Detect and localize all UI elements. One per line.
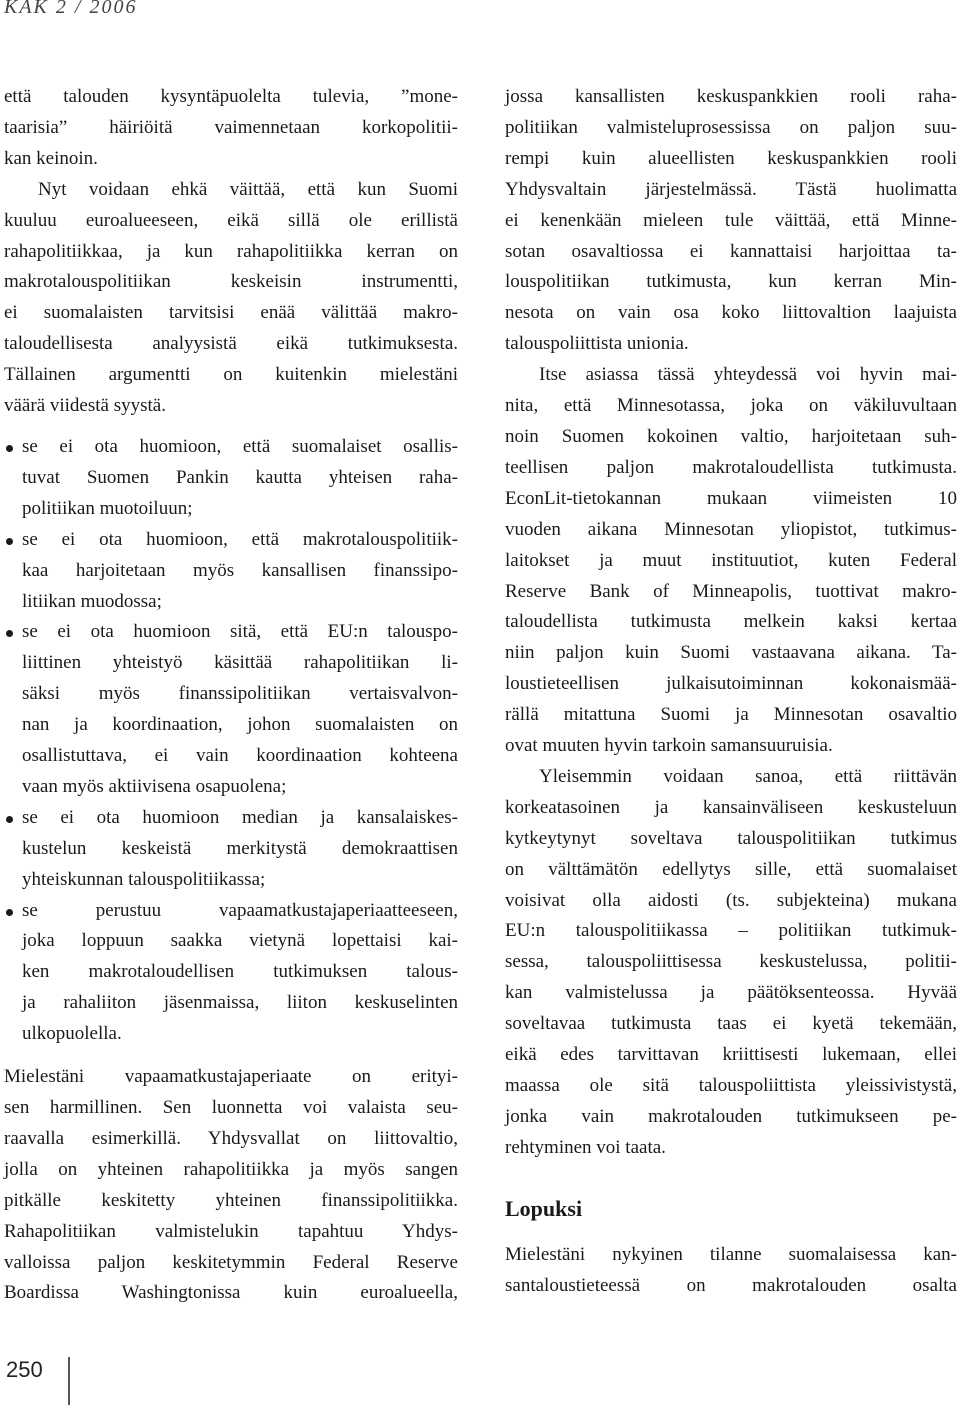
text-line: yhteiskunnan talouspolitiikassa; [22,868,266,890]
bullet-item [4,525,458,618]
text-line: että talouden kysyntäpuolelta tulevia, ”mone- [4,86,458,107]
text-line: soveltavaa tutkimusta taas ei kyetä tekemään, [505,1013,957,1035]
text-line: kan keinoin. [4,147,98,169]
text-line: korkeatasoinen ja kansainväliseen keskusteluun [505,796,957,818]
text-line: jonka vain makrotalouden tutkimukseen pe- [505,1105,957,1127]
text-line: vaan myös aktiivisena osapuolena; [22,775,287,797]
running-header: KAK 2 / 2006 [4,0,138,18]
text-line: Itse asiassa tässä yhteydessä voi hyvin mai- [539,364,957,386]
text-line: raavalla esimerkillä. Yhdysvallat on liittovaltio, [4,1127,458,1149]
text-line: kan valmistelussa ja päätöksenteossa. Hyvää [505,982,957,1004]
text-line: litiikan muodossa; [22,590,162,612]
text-line: pitkälle keskitetty yhteinen finanssipolitiikka. [4,1189,458,1211]
text-line: ovat muuten hyvin tarkoin samansuuruisia. [505,735,833,757]
text-line: nesota on vain osa koko liittovaltion laajuista [505,302,957,324]
text-line: sessa, talouspoliittisessa keskustelussa, politii- [505,951,957,973]
text-line: ei kenenkään mieleen tule väittää, että Minne- [505,209,957,231]
text-line: ei suomalaisten tarvitsisi enää välittää makro- [4,302,458,324]
text-line: vuoden aikana Minnesotan yliopistot, tutkimus- [505,518,957,540]
text-line: EU:n talouspolitiikassa – politiikan tutkimuk- [505,920,957,942]
text-line: EconLit-tietokannan mukaan viimeisten 10 [505,487,957,509]
text-line: talouspoliittista unionia. [505,333,689,355]
text-line: voisivat olla aidosti (ts. subjekteina) mukana [505,889,957,911]
text-line: ja rahaliiton jäsenmaissa, liiton keskuselinten [22,992,458,1014]
right-column [505,82,957,1302]
text-line: rahapolitiikkaa, ja kun rahapolitiikka kerran on [4,240,458,262]
text-line: politiikan muotoiluun; [22,497,193,519]
text-line: sotan osavaltiossa ei kannattaisi harjoittaa ta- [505,240,957,262]
text-line: rehtyminen voi taata. [505,1136,666,1158]
paragraph [505,360,957,762]
text-line: jolla on yhteinen rahapolitiikka ja myös sangen [4,1158,458,1180]
text-line: Yhdysvaltain järjestelmässä. Tästä huolimatta [505,178,957,200]
bullet-dot-icon [6,445,13,452]
text-line: väärä viidestä syystä. [4,395,166,417]
text-line: rempi kuin alueellisten keskuspankkien rooli [505,147,957,169]
text-line: se ei ota huomioon, että suomalaiset osallis- [22,435,458,457]
text-line: Yleisemmin voidaan sanoa, että riittävän [539,765,957,787]
text-line: joka loppuun saakka vietynä lopettaisi kai- [22,930,458,952]
text-line: tuvat Suomen Pankin kautta yhteisen raha- [22,466,458,488]
text-line: politiikan valmisteluprosessissa on paljon suu- [505,116,957,138]
text-line: valloissa paljon keskitetymmin Federal Reserve [4,1251,458,1273]
text-line: maassa ole sitä talouspoliittista yleissivistystä, [505,1075,957,1096]
text-line: ulkopuolella. [22,1023,122,1045]
paragraph [4,175,458,422]
text-line: se perustuu vapaamatkustajaperiaatteeseen, [22,899,458,921]
text-line: makrotalouspolitiikan keskeisin instrumentti, [4,271,458,293]
text-line: niin paljon kuin Suomi vastaavana aikana. Ta- [505,642,957,664]
bullet-dot-icon [6,538,13,545]
bullet-dot-icon [6,630,13,637]
text-line: on välttämätön edellytys sille, että suomalaiset [505,858,957,880]
text-line: eikä edes tarvittavan kriittisesti lukemaan, ellei [505,1044,957,1066]
text-line: osallistuttava, ei vain koordinaation kohteena [22,745,458,767]
text-line: liittinen yhteistyö käsittää rahapolitiikan li- [22,652,458,674]
text-line: se ei ota huomioon median ja kansalaiskes- [22,806,458,828]
text-line: jossa kansallisten keskuspankkien rooli raha- [505,86,957,107]
text-line: Nyt voidaan ehkä väittää, että kun Suomi [38,178,458,200]
text-line: santaloustieteessä on makrotalouden osalta [505,1274,957,1296]
text-line: kustelun keskeistä merkitystä demokraattisen [22,837,458,859]
text-line: Mielestäni vapaamatkustajaperiaate on erityi- [4,1066,458,1088]
text-line: se ei ota huomioon, että makrotalouspolitiik- [22,528,458,550]
text-line: Rahapolitiikan valmistelukin tapahtuu Yhdys- [4,1220,458,1242]
paragraph [505,762,957,1164]
paragraph [505,1240,957,1302]
text-line: kuuluu euroalueeseen, eikä sillä ole erillistä [4,209,458,231]
text-line: noin Suomen kokoinen valtio, harjoitetaan suh- [505,425,957,447]
text-line: louspolitiikan tutkimusta, kun kerran Min- [505,271,957,293]
text-line: ken makrotaloudellisen tutkimuksen talous- [22,961,458,983]
footer-rule [68,1357,70,1405]
bullet-list [4,432,458,1050]
text-line: sen harmillinen. Sen luonnetta voi valaista seu- [4,1097,458,1118]
text-line: Tällainen argumentti on kuitenkin mielestäni [4,364,458,386]
text-line: teellisen paljon makrotaloudellista tutkimusta. [505,456,957,478]
left-column [4,82,458,1309]
text-line: laitokset ja muut instituutiot, kuten Federal [505,549,957,571]
text-line: taloudellista tutkimusta melkein kaksi kertaa [505,611,957,633]
text-line: rällä mitattuna Suomi ja Minnesotan osavaltio [505,704,957,726]
text-line: loustieteellisen julkaisutoiminnan kokonaismää- [505,673,957,695]
bullet-item [4,803,458,896]
text-line: säksi myös finanssipolitiikan vertaisvalvon- [22,683,458,705]
text-line: se ei ota huomioon sitä, että EU:n talouspo- [22,621,458,643]
text-line: nan ja koordinaation, johon suomalaisten on [22,714,458,736]
bullet-item [4,617,458,802]
page-number: 250 [6,1357,43,1382]
text-line: Mielestäni nykyinen tilanne suomalaisessa kan- [505,1243,957,1265]
paragraph [4,82,458,175]
bullet-dot-icon [6,816,13,823]
paragraph [505,82,957,360]
text-line: kytkeytynyt soveltava talouspolitiikan tutkimus [505,827,957,849]
text-line: nita, että Minnesotassa, joka on väkiluvultaan [505,395,957,417]
text-line: taloudellisesta analyysistä eikä tutkimuksesta. [4,333,458,355]
text-line: kaa harjoitetaan myös kansallisen finanssipo- [22,559,458,581]
bullet-dot-icon [6,909,13,916]
paragraph [4,1062,458,1309]
text-line: Reserve Bank of Minneapolis, tuottivat makro- [505,580,957,602]
section-heading: Lopuksi [505,1195,583,1221]
text-line: Boardissa Washingtonissa kuin euroalueella, [4,1282,458,1304]
bullet-item [4,432,458,525]
bullet-item [4,896,458,1051]
text-line: taarisia” häiriöitä vaimennetaan korkopolitii- [4,116,458,138]
